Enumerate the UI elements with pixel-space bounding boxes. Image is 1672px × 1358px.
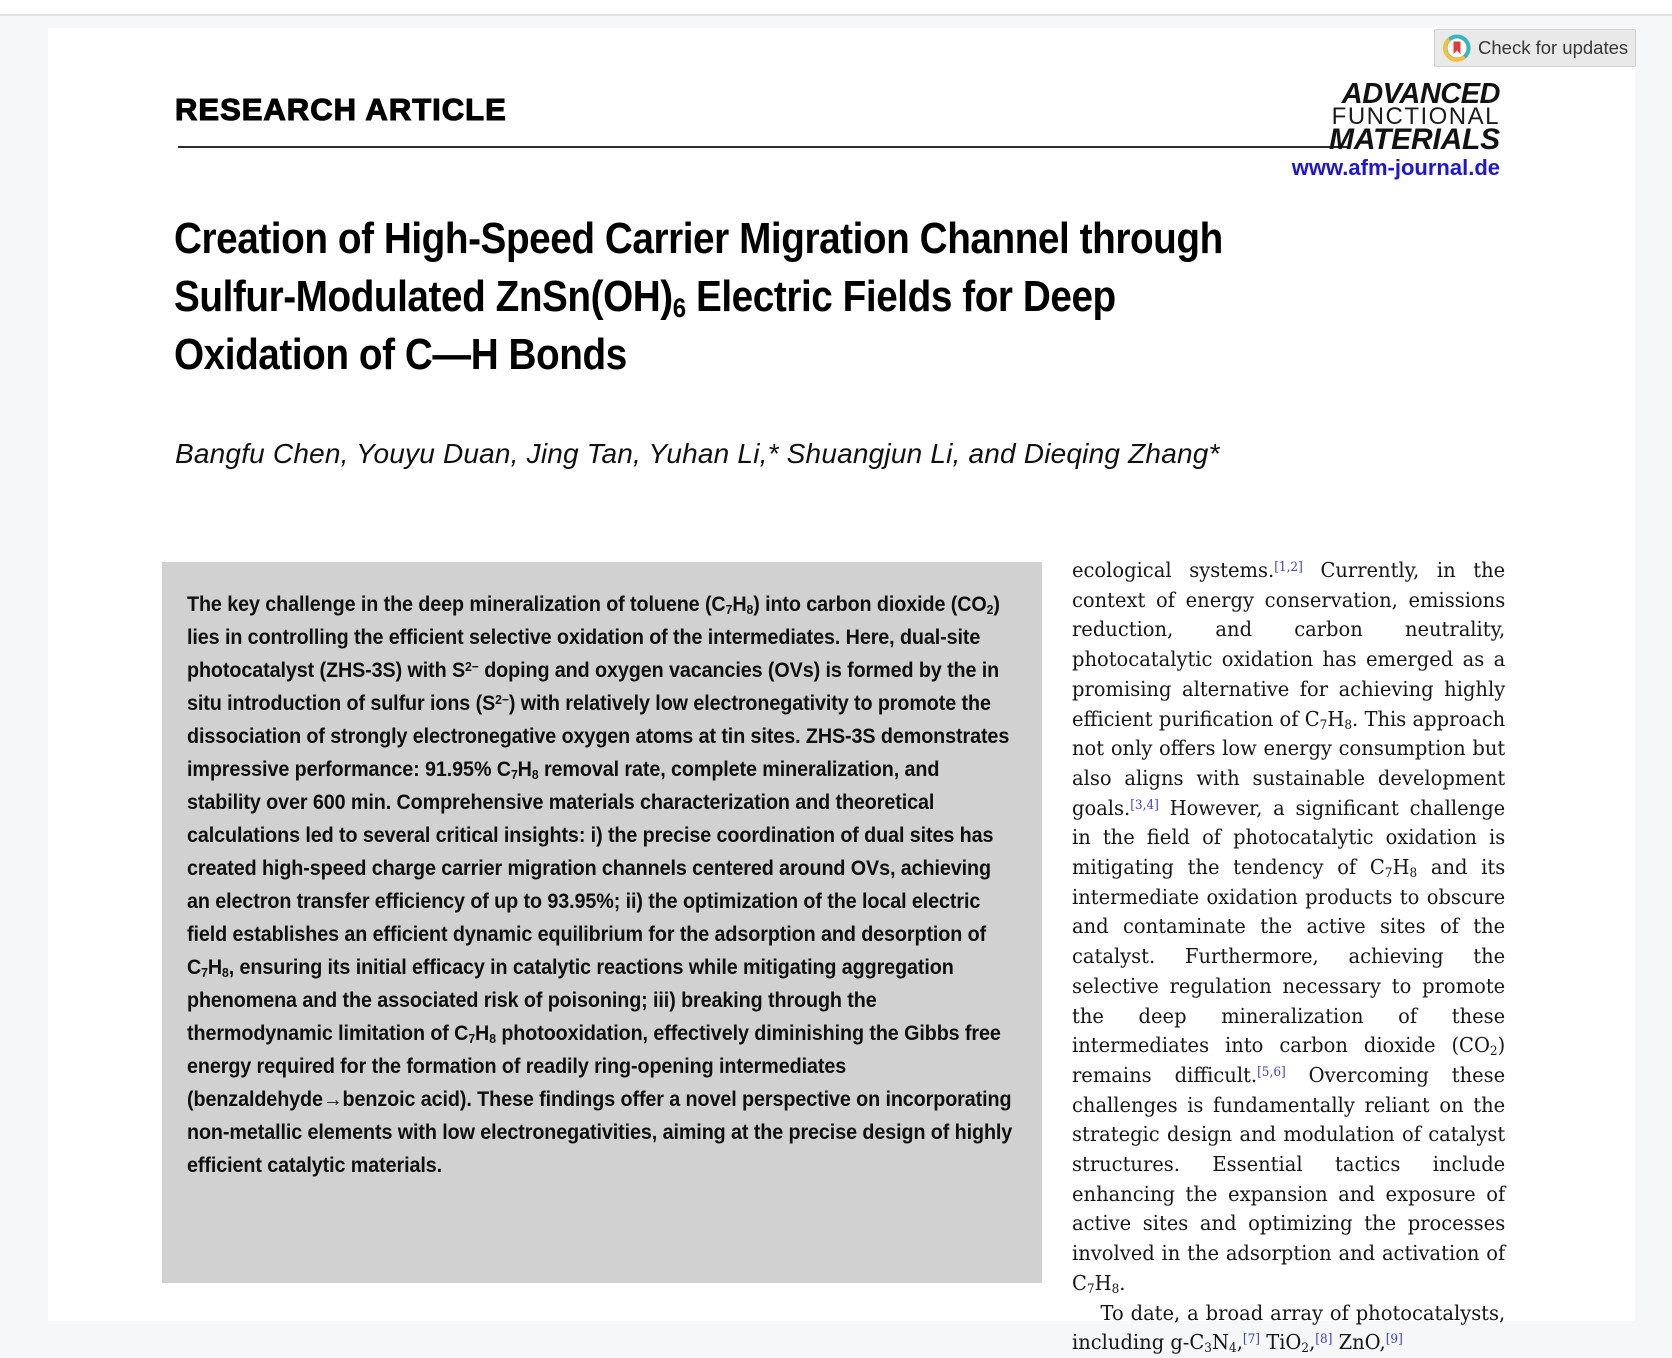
abstract-box (162, 562, 1042, 1283)
article-title: Creation of High-Speed Carrier Migration Channel through Sulfur-Modulated $ZnSn(OH)_6$ Electric Fields for Deep Oxidation of C—H Bonds (174, 214, 1223, 379)
check-for-updates-button[interactable] (1434, 29, 1636, 67)
logo-line-functional: FUNCTIONAL (1331, 103, 1500, 130)
research-article-label: RESEARCH ARTICLE (175, 92, 507, 127)
journal-logo (1329, 78, 1500, 156)
header-divider (178, 146, 1350, 148)
crossmark-icon (1443, 34, 1471, 62)
intro-text-column: ecological systems.[1,2] Currently, in the context of energy conservation, emissions reduction, and carbon neutrality, photocatalytic oxidation has emerged as a promising alternative for achieving highly efficient purification of $C_7H_8$. This approach not only offers low energy consumption but also aligns with sustainable development goals.[3,4] However, a significant challenge in the field of photocatalytic oxidation is mitigating the tendency of $C_7H_8$ and its intermediate oxidation products to obscure and contaminate the active sites of the catalyst. Furthermore, achieving the selective regulation necessary to promote the deep mineralization of these intermediates into carbon dioxide $(CO_2)$ remains difficult.[5,6] Overcoming these challenges is fundamentally reliant on the strategic design and modulation of catalyst structures. Essential tactics include enhancing the expansion and exposure of active sites and optimizing the processes involved in the adsorption and activation of $C_7H_8$. To date, a broad array of photocatalysts, including $g-C_3N_4,[7]$ TiO$_2$,[8] ZnO,[9] (1072, 558, 1506, 1356)
logo-line-materials: MATERIALS (1329, 123, 1500, 156)
abstract-text: The key challenge in the deep mineralization of toluene $(C_7H_8)$ into carbon dioxide $(CO_2)$ lies in controlling the efficient selective oxidation of the intermediates. Here, dual-site photocatalyst (ZHS-3S) with $S^{2-}$ doping and oxygen vacancies (OVs) is formed by the in situ introduction of sulfur ions $(S^{2-})$ with relatively low electronegativity to promote the dissociation of strongly electronegative oxygen atoms at tin sites. ZHS-3S demonstrates impressive performance: 91.95% $C_7H_8$ removal rate, complete mineralization, and stability over 600 min. Comprehensive materials characterization and theoretical calculations led to several critical insights: i) the precise coordination of dual sites has created high-speed charge carrier migration channels centered around OVs, achieving an electron transfer efficiency of up to 93.95%; ii) the optimization of the local electric field establishes an efficient dynamic equilibrium for the adsorption and desorption of $C_7H_8$, ensuring its initial efficacy in catalytic reactions while mitigating aggregation phenomena and the associated risk of poisoning; iii) breaking through the thermodynamic limitation of $C_7H_8$ photooxidation, effectively diminishing the Gibbs free energy required for the formation of readily ring-opening intermediates (benzaldehyde→benzoic acid). These findings offer a novel perspective on incorporating non-metallic elements with low electronegativities, aiming at the precise design of highly efficient catalytic materials. (187, 593, 1013, 1177)
journal-url-link[interactable]: www.afm-journal.de (1291, 155, 1500, 180)
logo-line-advanced: ADVANCED (1341, 78, 1500, 110)
article-authors: Bangfu Chen, Youyu Duan, Jing Tan, Yuhan Li,* Shuangjun Li, and Dieqing Zhang* (175, 438, 1220, 469)
check-for-updates-label: Check for updates (1478, 37, 1629, 58)
browser-top-strip (0, 0, 1672, 16)
